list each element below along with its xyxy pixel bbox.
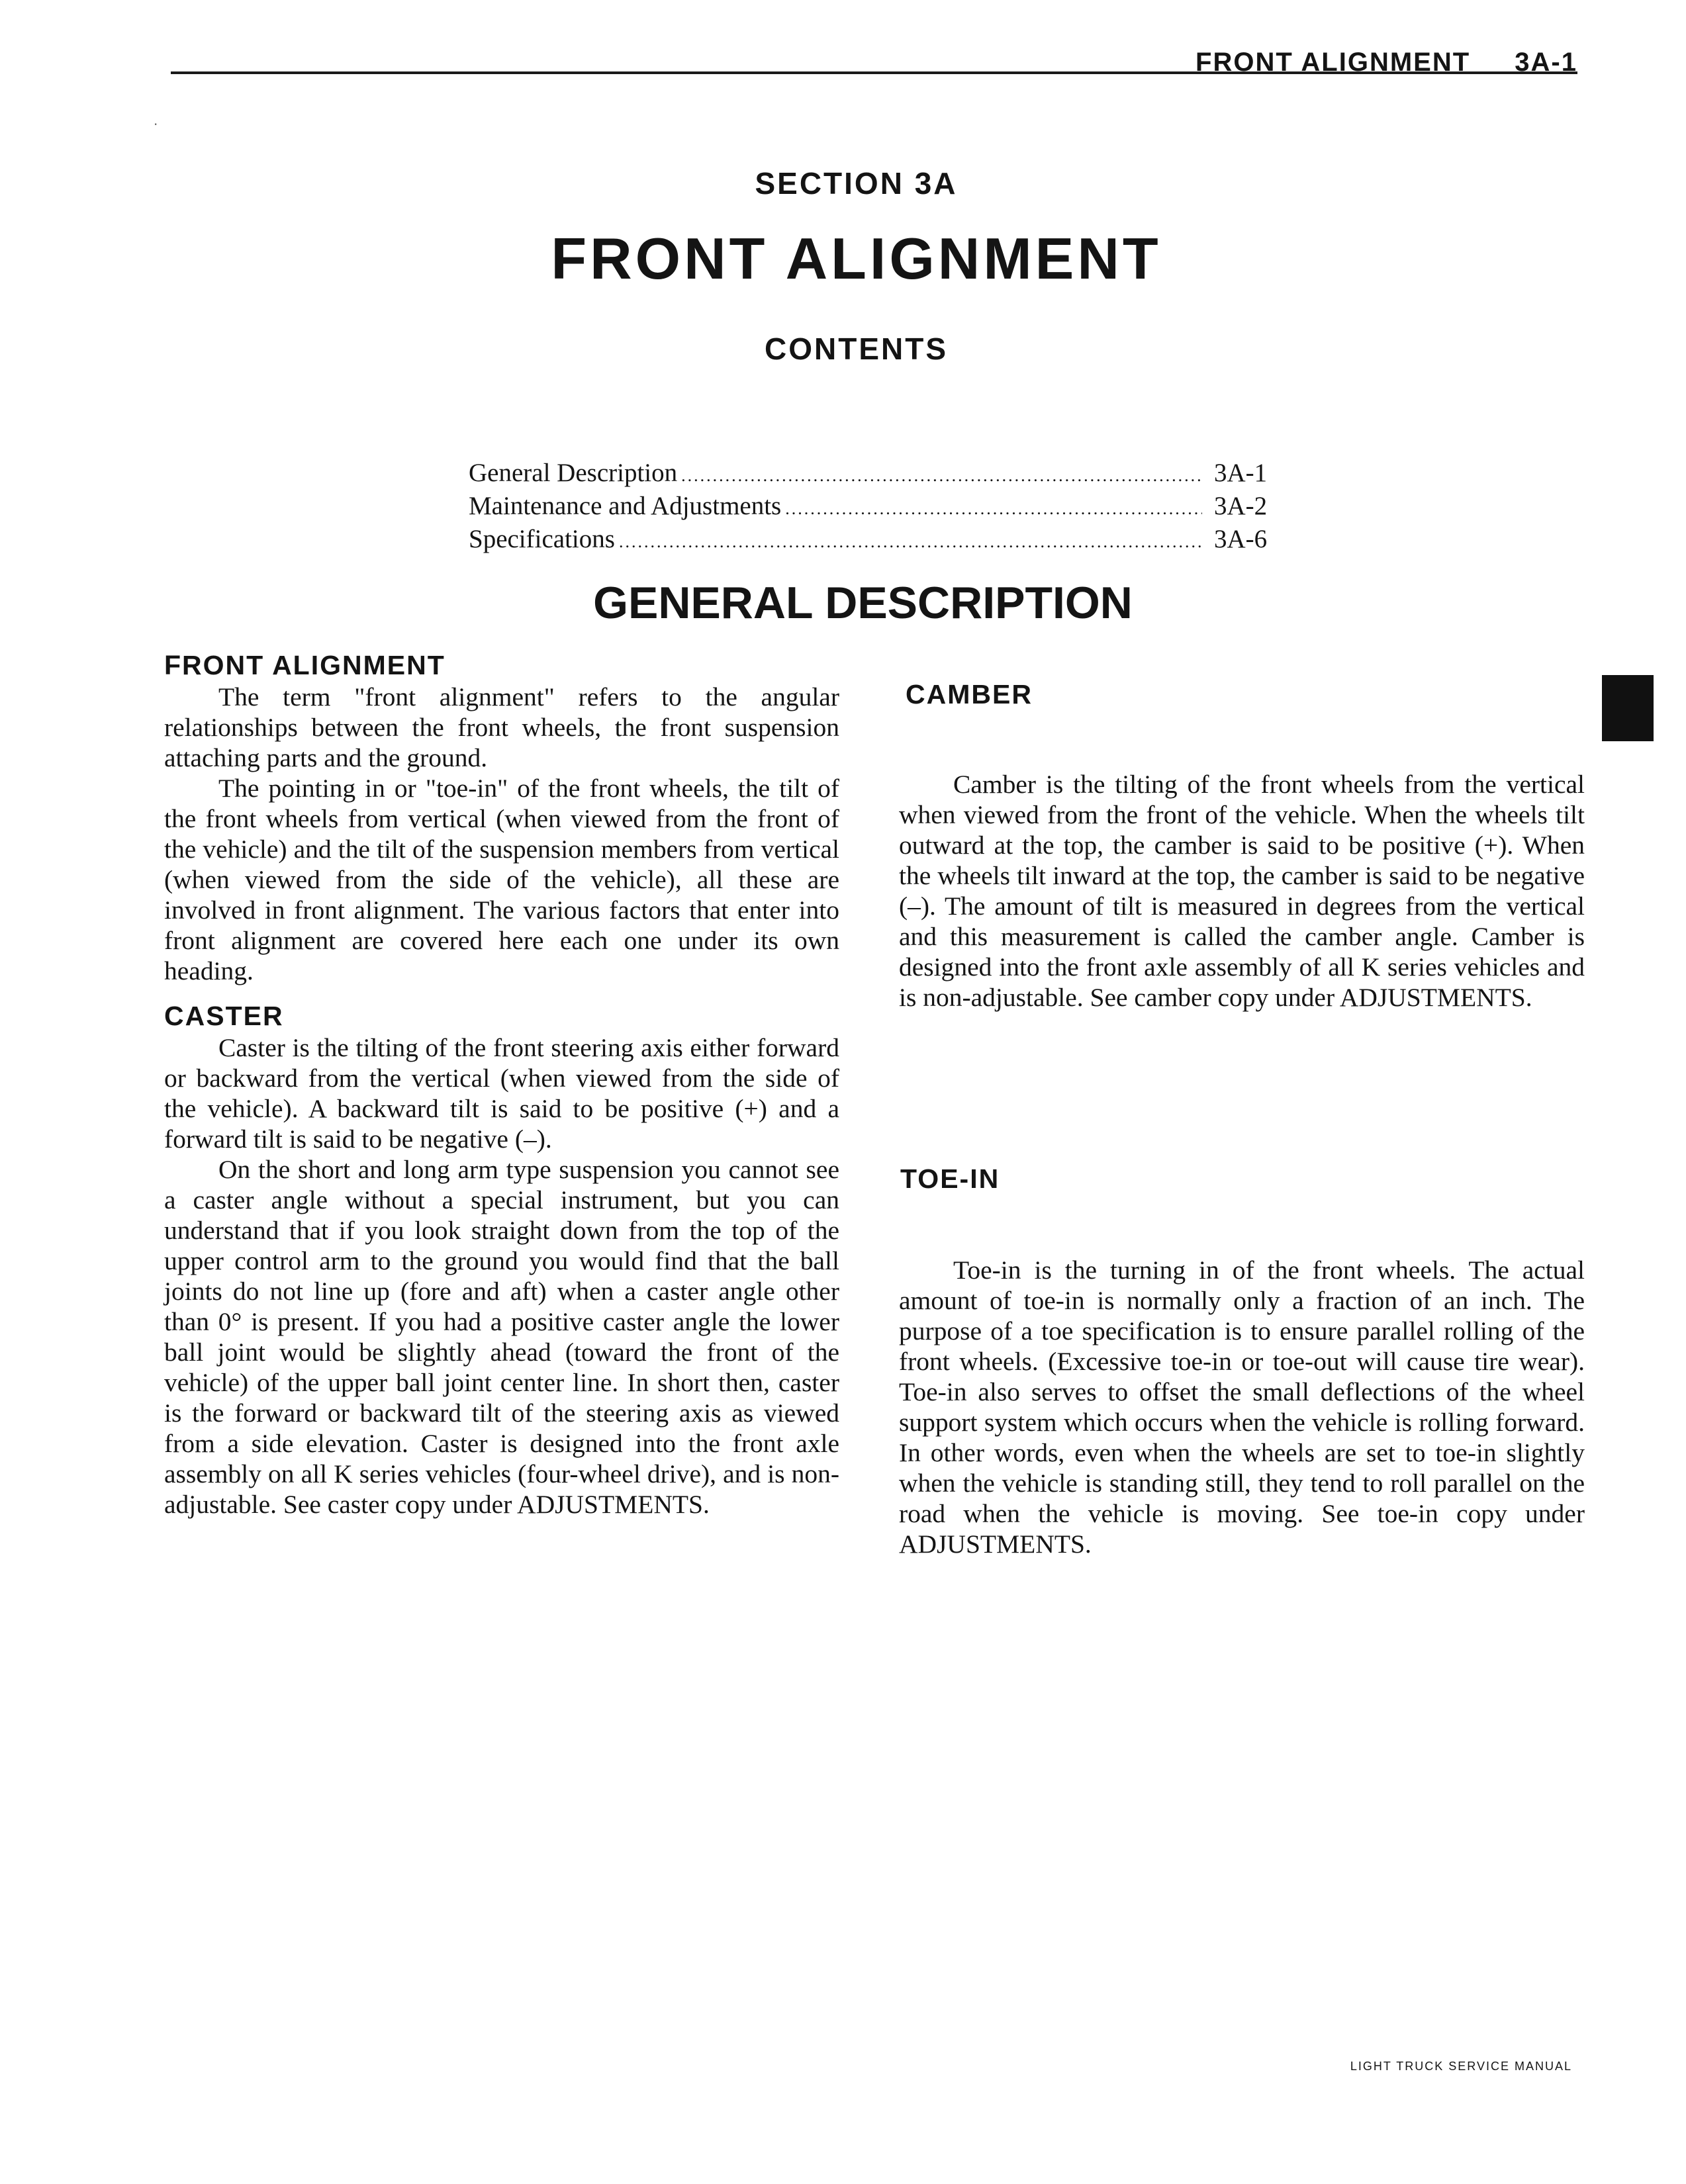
section-label: SECTION 3A [755, 166, 958, 201]
running-head-title: FRONT ALIGNMENT [1195, 48, 1471, 77]
toe-in-heading: TOE-IN [900, 1163, 1000, 1194]
page-title: FRONT ALIGNMENT [551, 226, 1162, 291]
chapter-heading: GENERAL DESCRIPTION [593, 578, 1133, 628]
running-head [1195, 48, 1577, 77]
camber-heading: CAMBER [906, 679, 1033, 709]
toe-in-block [899, 1255, 1585, 1559]
toc-entry-label: Maintenance and Adjustments [469, 492, 782, 520]
caster-heading: CASTER [164, 1001, 284, 1031]
front-alignment-heading: FRONT ALIGNMENT [164, 650, 445, 680]
front-alignment-paragraph: The term "front alignment" refers to the angular relationships between the front wheels, the front suspension attaching parts and the ground. [164, 682, 839, 772]
toe-in-paragraph: Toe-in is the turning in of the front wheels. The actual amount of toe-in is normally only a fraction of an inch. The purpose of a toe specification is to ensure parallel rolling of the front wheels. (Excessive toe-in or toe-out will cause tire wear). Toe-in also serves to offset the small deflections of the wheel support system which occurs when the vehicle is rolling forward. In other words, even when the wheels are set to toe-in slightly when the vehicle is standing still, they tend to roll parallel on the road when the vehicle is moving. See toe-in copy under ADJUSTMENTS. [899, 1255, 1585, 1559]
caster-paragraph: Caster is the tilting of the front steering axis either forward or backward from the vertical (when viewed from the side of the vehicle). A backward tilt is said to be positive (+) and a forward tilt is said to be negative (–). [164, 1033, 839, 1154]
footer-manual-title: LIGHT TRUCK SERVICE MANUAL [1350, 2060, 1572, 2073]
left-column [164, 649, 839, 1520]
scan-speck: · [154, 116, 158, 132]
toc-entry-label: General Description [469, 459, 678, 487]
toc-entry[interactable] [469, 524, 1275, 557]
toc-entry[interactable] [469, 491, 1275, 524]
caster-paragraph: On the short and long arm type suspension you cannot see a caster angle without a special instrument, but you can understand that if you look straight down from the top of the upper control arm to the ground you would find that the ball joints do not line up (fore and aft) when a caster angle other than 0° is present. If you had a positive caster angle the lower ball joint would be slightly ahead (toward the front of the vehicle) of the upper ball joint center line. In short then, caster is the forward or backward tilt of the steering axis as viewed from a side elevation. Caster is designed into the front axle assembly on all K series vehicles (four-wheel drive), and is non-adjustable. See caster copy under ADJUSTMENTS. [164, 1155, 839, 1519]
toc-leader-dots [681, 461, 1202, 491]
toc-entry-label: Specifications [469, 525, 615, 553]
camber-paragraph: Camber is the tilting of the front wheels from the vertical when viewed from the front of the vehicle. When the wheels tilt outward at the top, the camber is said to be positive (+). When the wheels tilt inward at the top, the camber is said to be negative (–). The amount of tilt is measured in degrees from the vertical and this measurement is called the camber angle. Camber is designed into the front axle assembly of all K series vehicles and is non-adjustable. See camber copy under ADJUSTMENTS. [899, 770, 1585, 1012]
toc-entry-page: 3A-2 [1214, 492, 1268, 520]
contents-heading: CONTENTS [765, 332, 948, 366]
toc-leader-dots [619, 527, 1202, 557]
toc-leader-dots [785, 494, 1202, 524]
front-alignment-paragraph: The pointing in or "toe-in" of the front wheels, the tilt of the front wheels from vertical (when viewed from the front of the vehicle) and the tilt of the suspension members from vertical (when viewed from the side of the vehicle), all these are involved in front alignment. The various factors that enter into front alignment are covered here each one under its own heading. [164, 774, 839, 985]
toc-entry-page: 3A-6 [1214, 525, 1268, 553]
page-number: 3A-1 [1515, 48, 1577, 77]
toc-entry[interactable] [469, 458, 1275, 491]
section-thumb-tab [1602, 675, 1654, 741]
toc-entry-page: 3A-1 [1214, 459, 1268, 487]
camber-block [899, 769, 1585, 1013]
table-of-contents [469, 458, 1275, 557]
